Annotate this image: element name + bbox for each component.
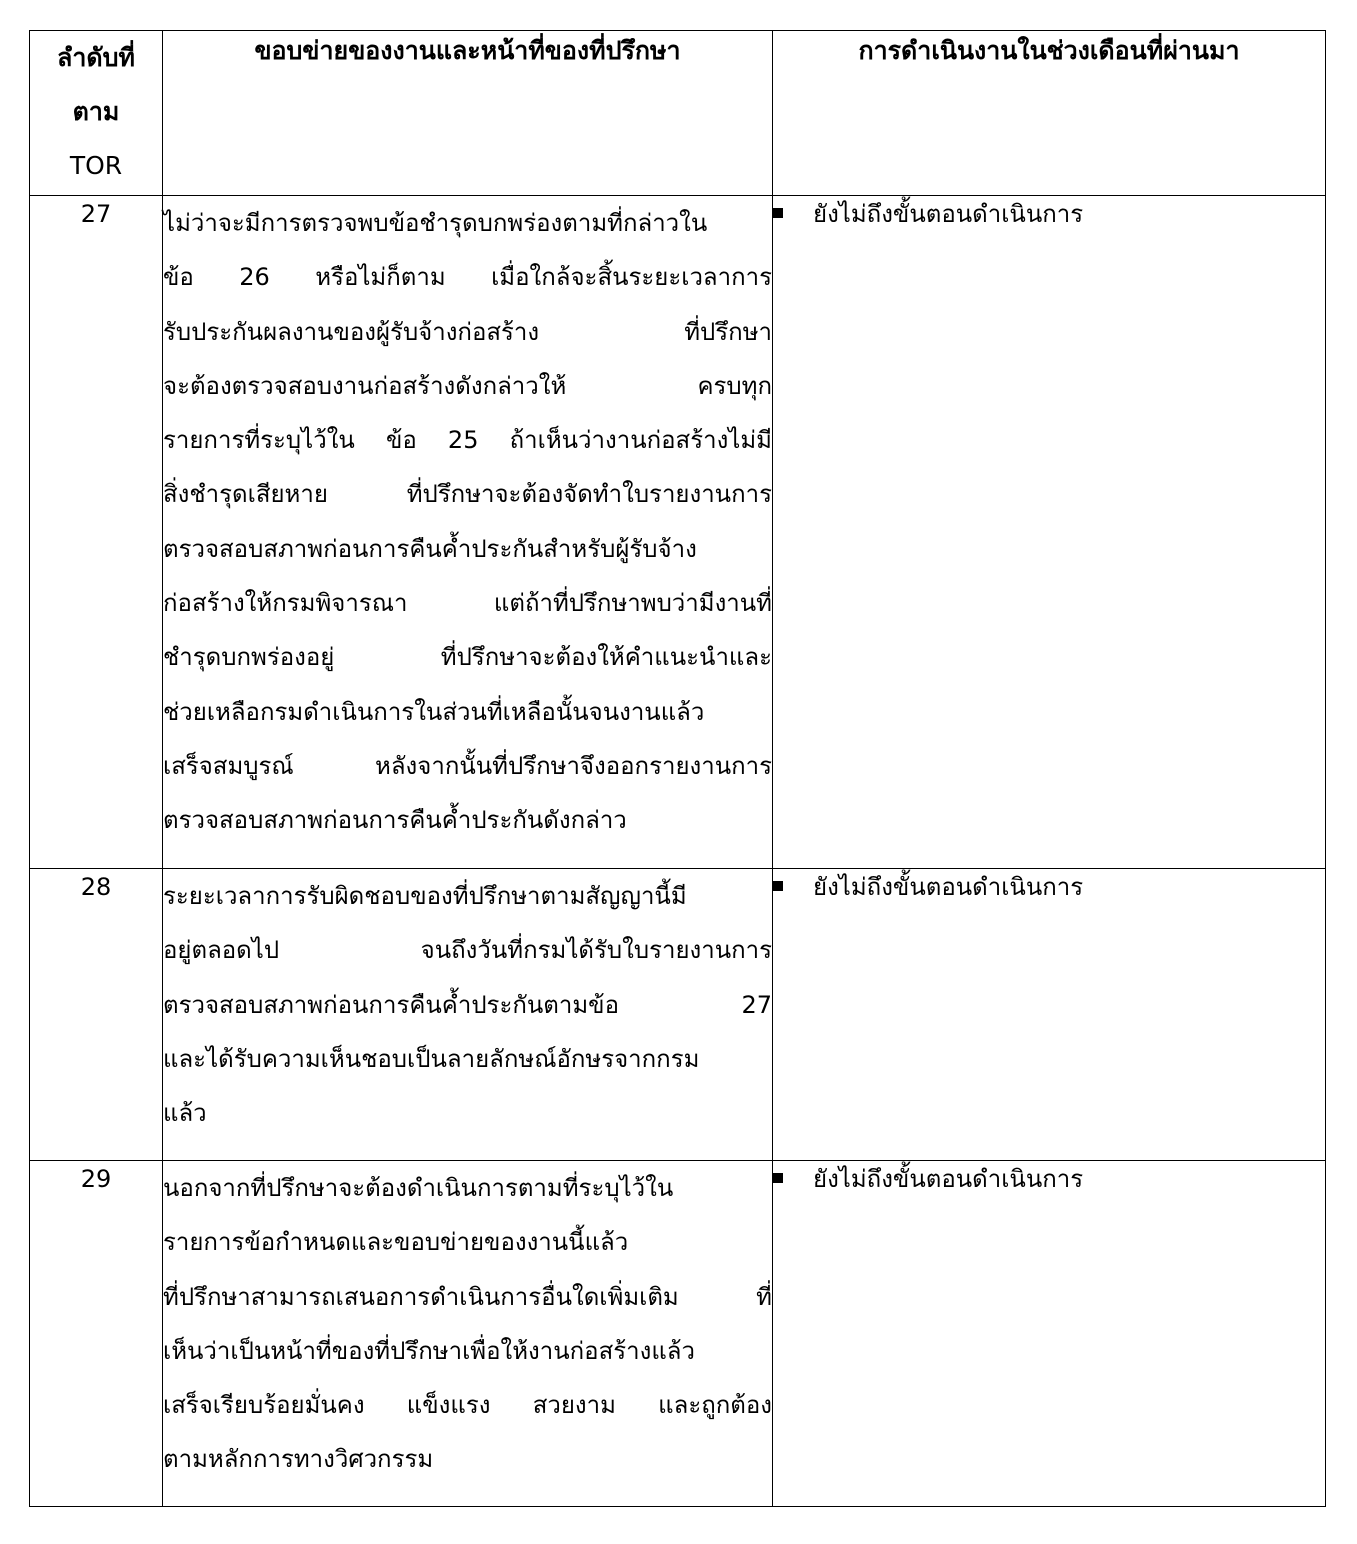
- header-number-line: ลำดับที่: [57, 43, 135, 72]
- header-row: [30, 31, 1326, 196]
- description-line: ตรวจสอบสภาพก่อนการคืนค้ำประกันตามข้อ 27: [163, 990, 772, 1019]
- table-row: [30, 869, 1326, 1161]
- square-bullet-icon: [773, 1173, 783, 1183]
- description-line: อยู่ตลอดไป จนถึงวันที่กรมได้รับใบรายงานการ: [163, 936, 772, 965]
- description-line: ที่ปรึกษาสามารถเสนอการดำเนินการอื่นใดเพิ่มเติม ที่: [163, 1282, 772, 1311]
- header-scope: ขอบข่ายของงานและหน้าที่ของที่ปรึกษา: [163, 31, 773, 196]
- square-bullet-icon: [773, 208, 783, 218]
- description-line: ตรวจสอบสภาพก่อนการคืนค้ำประกันดังกล่าว: [163, 806, 627, 835]
- description-line: ช่วยเหลือกรมดำเนินการในส่วนที่เหลือนั้นจนงานแล้ว: [163, 697, 705, 726]
- item-status: [773, 1161, 1326, 1507]
- description-line: แล้ว: [163, 1099, 207, 1128]
- header-progress: การดำเนินงานในช่วงเดือนที่ผ่านมา: [773, 31, 1326, 196]
- header-number-line: ตาม: [72, 97, 120, 126]
- item-status: [773, 196, 1326, 869]
- header-number: [30, 31, 163, 196]
- item-description: [163, 1161, 773, 1507]
- status-list-item: [773, 1161, 1325, 1197]
- description-line: รายการข้อกำหนดและขอบข่ายของงานนี้แล้ว: [163, 1228, 629, 1257]
- description-line: และได้รับความเห็นชอบเป็นลายลักษณ์อักษรจากกรม: [163, 1044, 700, 1073]
- description-line: เสร็จเรียบร้อยมั่นคง แข็งแรง สวยงาม และถูกต้อง: [163, 1391, 772, 1420]
- description-line: รายการที่ระบุไว้ใน ข้อ 25 ถ้าเห็นว่างานก่อสร้างไม่มี: [163, 426, 772, 455]
- description-line: ตามหลักการทางวิศวกรรม: [163, 1445, 434, 1474]
- tor-table: [29, 30, 1326, 1507]
- header-number-line: TOR: [69, 151, 123, 180]
- description-line: เห็นว่าเป็นหน้าที่ของที่ปรึกษาเพื่อให้งานก่อสร้างแล้ว: [163, 1336, 695, 1365]
- status-text: ยังไม่ถึงขั้นตอนดำเนินการ: [813, 200, 1084, 228]
- description-line: ข้อ 26 หรือไม่ก็ตาม เมื่อใกล้จะสิ้นระยะเวลาการ: [163, 263, 772, 292]
- description-line: สิ่งชำรุดเสียหาย ที่ปรึกษาจะต้องจัดทำใบรายงานการ: [163, 480, 772, 509]
- description-line: เสร็จสมบูรณ์ หลังจากนั้นที่ปรึกษาจึงออกรายงานการ: [163, 751, 772, 780]
- status-list-item: [773, 196, 1325, 232]
- description-line: จะต้องตรวจสอบงานก่อสร้างดังกล่าวให้ ครบทุก: [163, 371, 772, 400]
- status-text: ยังไม่ถึงขั้นตอนดำเนินการ: [813, 873, 1084, 901]
- description-line: ไม่ว่าจะมีการตรวจพบข้อชำรุดบกพร่องตามที่กล่าวใน: [163, 209, 708, 237]
- description-line: ระยะเวลาการรับผิดชอบของที่ปรึกษาตามสัญญานี้มี: [163, 882, 687, 910]
- table-row: [30, 1161, 1326, 1507]
- description-line: ชำรุดบกพร่องอยู่ ที่ปรึกษาจะต้องให้คำแนะนำและ: [163, 643, 772, 672]
- description-line: ก่อสร้างให้กรมพิจารณา แต่ถ้าที่ปรึกษาพบว่ามีงานที่: [163, 589, 772, 618]
- item-number: 28: [30, 869, 163, 1161]
- description-line: ตรวจสอบสภาพก่อนการคืนค้ำประกันสำหรับผู้รับจ้าง: [163, 534, 697, 563]
- status-text: ยังไม่ถึงขั้นตอนดำเนินการ: [813, 1165, 1084, 1193]
- item-description: [163, 869, 773, 1161]
- item-number: 27: [30, 196, 163, 869]
- item-status: [773, 869, 1326, 1161]
- item-description: [163, 196, 773, 869]
- status-list-item: [773, 869, 1325, 905]
- item-number: 29: [30, 1161, 163, 1507]
- table-row: [30, 196, 1326, 869]
- square-bullet-icon: [773, 881, 783, 891]
- description-line: รับประกันผลงานของผู้รับจ้างก่อสร้าง ที่ปรึกษา: [163, 317, 772, 346]
- description-line: นอกจากที่ปรึกษาจะต้องดำเนินการตามที่ระบุไว้ใน: [163, 1174, 674, 1202]
